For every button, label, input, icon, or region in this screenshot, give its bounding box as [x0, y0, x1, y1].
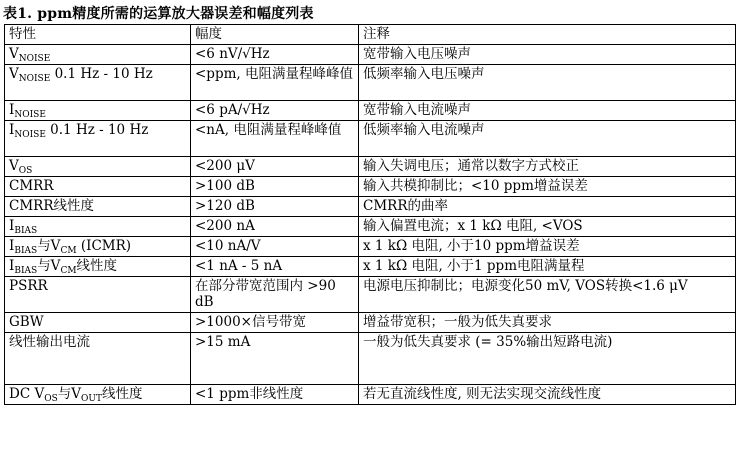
- magnitude-cell: >100 dB: [191, 177, 359, 197]
- magnitude-cell: <200 nA: [191, 217, 359, 237]
- characteristic-cell: $V_{NOISE}$ 0.1 Hz - 10 Hz: [5, 65, 191, 101]
- table-row: [5, 157, 736, 177]
- table-row: [5, 257, 736, 277]
- header-row: [5, 25, 736, 45]
- characteristic-cell: $I_{BIAS}$: [5, 217, 191, 237]
- table-row: [5, 121, 736, 157]
- notes-cell: 一般为低失真要求 (= 35%输出短路电流): [359, 333, 736, 385]
- characteristic-cell: $V_{NOISE}$: [5, 45, 191, 65]
- magnitude-cell: <1 nA - 5 nA: [191, 257, 359, 277]
- magnitude-cell: <1 ppm非线性度: [191, 385, 359, 405]
- table-row: [5, 217, 736, 237]
- op-amp-spec-table: [4, 24, 736, 405]
- characteristic-cell: $I_{BIAS}$与$V_{CM}$ (ICMR): [5, 237, 191, 257]
- table-row: [5, 197, 736, 217]
- characteristic-cell: 线性输出电流: [5, 333, 191, 385]
- magnitude-cell: <10 nA/V: [191, 237, 359, 257]
- table-row: [5, 65, 736, 101]
- table-row: [5, 313, 736, 333]
- table-row: [5, 237, 736, 257]
- header-notes: 注释: [359, 25, 736, 45]
- notes-cell: 电源电压抑制比；电源变化50 mV, VOS转换<1.6 μV: [359, 277, 736, 313]
- table-row: [5, 45, 736, 65]
- header-magnitude: 幅度: [191, 25, 359, 45]
- characteristic-cell: $V_{OS}$: [5, 157, 191, 177]
- notes-cell: 低频率输入电压噪声: [359, 65, 736, 101]
- characteristic-cell: CMRR线性度: [5, 197, 191, 217]
- magnitude-cell: <6 nV/√Hz: [191, 45, 359, 65]
- magnitude-cell: 在部分带宽范围内 >90 dB: [191, 277, 359, 313]
- table-title: 表1. ppm精度所需的运算放大器误差和幅度列表: [3, 6, 314, 22]
- notes-cell: 若无直流线性度, 则无法实现交流线性度: [359, 385, 736, 405]
- notes-cell: x 1 kΩ 电阻, 小于10 ppm增益误差: [359, 237, 736, 257]
- magnitude-cell: >120 dB: [191, 197, 359, 217]
- header-characteristic: 特性: [5, 25, 191, 45]
- notes-cell: CMRR的曲率: [359, 197, 736, 217]
- notes-cell: 宽带输入电压噪声: [359, 45, 736, 65]
- characteristic-cell: CMRR: [5, 177, 191, 197]
- magnitude-cell: <6 pA/√Hz: [191, 101, 359, 121]
- characteristic-cell: PSRR: [5, 277, 191, 313]
- magnitude-cell: >15 mA: [191, 333, 359, 385]
- characteristic-cell: $I_{NOISE}$ 0.1 Hz - 10 Hz: [5, 121, 191, 157]
- notes-cell: 宽带输入电流噪声: [359, 101, 736, 121]
- magnitude-cell: >1000×信号带宽: [191, 313, 359, 333]
- table-row: [5, 333, 736, 385]
- table-row: [5, 385, 736, 405]
- characteristic-cell: $I_{NOISE}$: [5, 101, 191, 121]
- notes-cell: 输入共模抑制比；<10 ppm增益误差: [359, 177, 736, 197]
- notes-cell: 增益带宽积；一般为低失真要求: [359, 313, 736, 333]
- notes-cell: 输入失调电压；通常以数字方式校正: [359, 157, 736, 177]
- table-row: [5, 277, 736, 313]
- magnitude-cell: <200 μV: [191, 157, 359, 177]
- characteristic-cell: DC $V_{OS}$与$V_{OUT}$线性度: [5, 385, 191, 405]
- characteristic-cell: $I_{BIAS}$与$V_{CM}$线性度: [5, 257, 191, 277]
- notes-cell: 输入偏置电流；x 1 kΩ 电阻, <VOS: [359, 217, 736, 237]
- table-row: [5, 101, 736, 121]
- magnitude-cell: <ppm, 电阻满量程峰峰值: [191, 65, 359, 101]
- table-row: [5, 177, 736, 197]
- notes-cell: 低频率输入电流噪声: [359, 121, 736, 157]
- magnitude-cell: <nA, 电阻满量程峰峰值: [191, 121, 359, 157]
- characteristic-cell: GBW: [5, 313, 191, 333]
- notes-cell: x 1 kΩ 电阻, 小于1 ppm电阻满量程: [359, 257, 736, 277]
